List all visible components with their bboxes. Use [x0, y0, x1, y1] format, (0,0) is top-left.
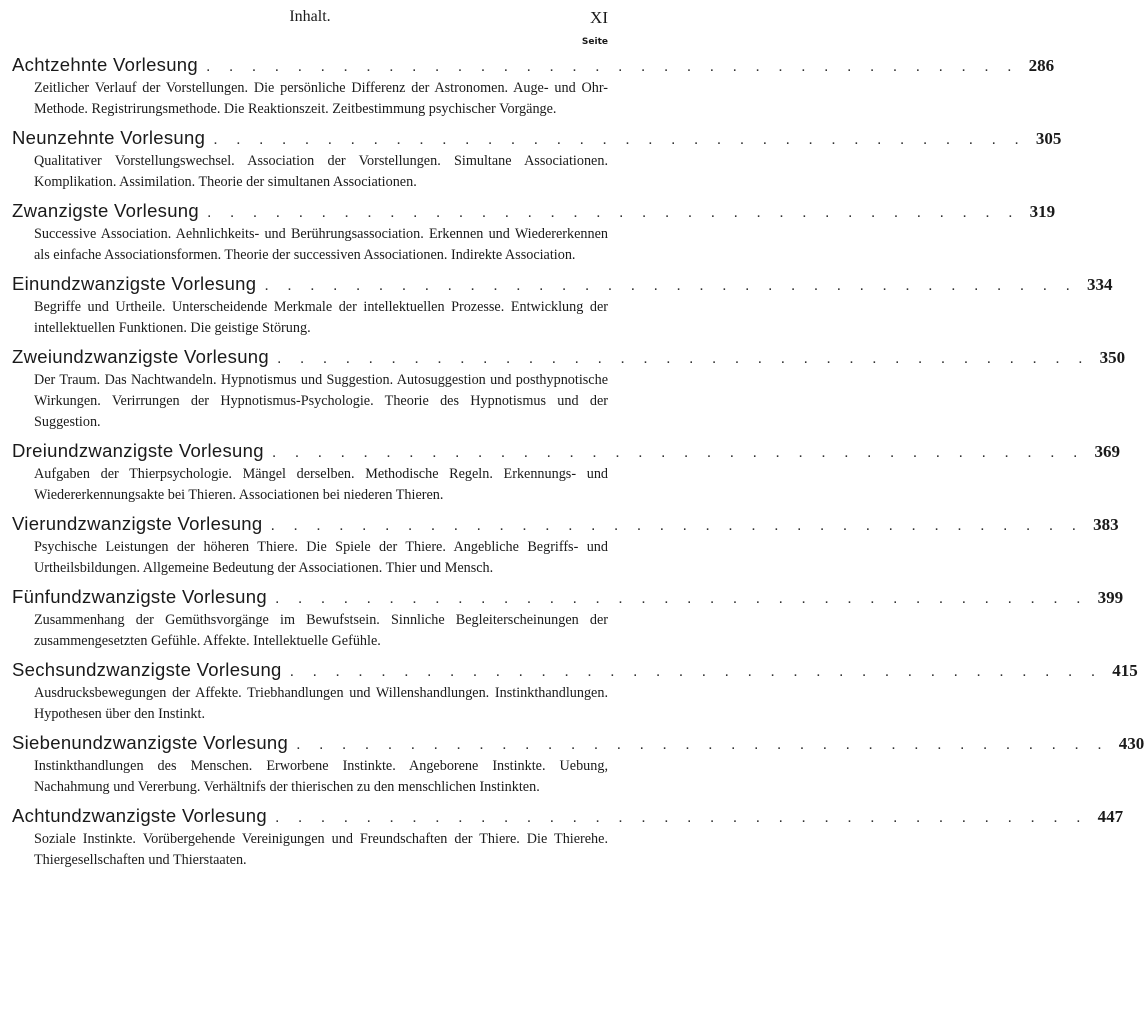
lecture-summary: Ausdrucksbewegungen der Affekte. Triebhandlungen und Willenshandlungen. Instinkthandlungen. Hypothesen über den Instinkt.	[34, 685, 608, 722]
toc-entry-heading	[12, 730, 1144, 756]
lecture-title: Fünfundzwanzigste Vorlesung	[12, 586, 267, 607]
lecture-page-number: 350	[1099, 348, 1126, 367]
lecture-summary: Aufgaben der Thierpsychologie. Mängel derselben. Methodische Regeln. Erkennungs- und Wiedererkennungsakte bei Thieren. Associationen bei niederen Thieren.	[34, 466, 608, 503]
toc-entry	[12, 52, 1055, 120]
lecture-title: Einundzwanzigste Vorlesung	[12, 273, 257, 294]
dot-leader: . . . . . . . . . . . . . . . . . . . . . . . . . . . . . . . . . . . .	[289, 663, 1103, 680]
toc-entry	[12, 584, 1124, 652]
lecture-page-number: 305	[1035, 129, 1062, 148]
toc-entry	[12, 511, 1119, 579]
lecture-title: Neunzehnte Vorlesung	[12, 127, 206, 148]
lecture-page-number: 334	[1086, 275, 1113, 294]
toc-entry	[12, 803, 1124, 871]
toc-entry-heading	[12, 657, 1138, 683]
dot-leader: . . . . . . . . . . . . . . . . . . . . . . . . . . . . . . . . . . . .	[207, 204, 1020, 221]
lecture-summary: Successive Association. Aehnlichkeits- und Berührungsassociation. Erkennen und Wiedererkennen als einfache Associationsformen. Theorie der successiven Associationen. Indirekte Association.	[34, 226, 608, 263]
dot-leader: . . . . . . . . . . . . . . . . . . . . . . . . . . . . . . . . . . . .	[264, 277, 1077, 294]
lecture-title: Siebenundzwanzigste Vorlesung	[12, 732, 289, 753]
page-number: XI	[590, 8, 608, 27]
lecture-page-number: 319	[1029, 202, 1056, 221]
toc-entry	[12, 271, 1113, 339]
lecture-title: Achtzehnte Vorlesung	[12, 54, 198, 75]
lecture-summary: Der Traum. Das Nachtwandeln. Hypnotismus und Suggestion. Autosuggestion und posthypnotische Wirkungen. Verirrungen der Hypnotismus-Psychologie. Theorie des Hypnotismus und der Suggestion.	[34, 372, 608, 430]
lecture-title: Achtundzwanzigste Vorlesung	[12, 805, 267, 826]
lecture-page-number: 430	[1118, 734, 1144, 753]
lecture-title: Sechsundzwanzigste Vorlesung	[12, 659, 282, 680]
toc-entry	[12, 730, 1144, 798]
toc-entry-heading	[12, 511, 1119, 537]
toc-entry-heading	[12, 271, 1113, 297]
dot-leader: . . . . . . . . . . . . . . . . . . . . . . . . . . . . . . . . . . . .	[274, 590, 1088, 607]
dot-leader: . . . . . . . . . . . . . . . . . . . . . . . . . . . . . . . . . . . .	[270, 517, 1084, 534]
lecture-title: Zwanzigste Vorlesung	[12, 200, 199, 221]
lecture-summary: Soziale Instinkte. Vorübergehende Vereinigungen und Freundschaften der Thiere. Die Thierehe. Thiergesellschaften und Thierstaaten.	[34, 831, 608, 868]
page-column-label: Seite	[581, 37, 608, 47]
running-head	[0, 8, 620, 30]
toc-entry-heading	[12, 584, 1124, 610]
dot-leader: . . . . . . . . . . . . . . . . . . . . . . . . . . . . . . . . . . . .	[276, 350, 1090, 367]
toc-entry	[12, 198, 1056, 266]
dot-leader: . . . . . . . . . . . . . . . . . . . . . . . . . . . . . . . . . . . .	[206, 58, 1019, 75]
lecture-page-number: 286	[1028, 56, 1055, 75]
toc-entry-heading	[12, 125, 1062, 151]
toc-entry	[12, 125, 1062, 193]
toc-entry-heading	[12, 803, 1124, 829]
lecture-page-number: 369	[1094, 442, 1120, 461]
toc-entry-heading	[12, 344, 1126, 370]
lecture-title: Zweiundzwanzigste Vorlesung	[12, 346, 269, 367]
dot-leader: . . . . . . . . . . . . . . . . . . . . . . . . . . . . . . . . . . . .	[271, 444, 1085, 461]
dot-leader: . . . . . . . . . . . . . . . . . . . . . . . . . . . . . . . . . . . .	[213, 131, 1026, 148]
lecture-page-number: 447	[1097, 807, 1124, 826]
lecture-title: Dreiundzwanzigste Vorlesung	[12, 440, 264, 461]
toc-entry	[12, 438, 1120, 506]
toc-entry-heading	[12, 438, 1120, 464]
lecture-title: Vierundzwanzigste Vorlesung	[12, 513, 263, 534]
toc-entry-heading	[12, 198, 1056, 224]
toc-entry	[12, 657, 1138, 725]
lecture-summary: Zeitlicher Verlauf der Vorstellungen. Die persönliche Differenz der Astronomen. Auge- und Ohr-Methode. Registrirungsmethode. Die Reaktionszeit. Zeitbestimmung psychischer Vorgänge.	[34, 80, 608, 117]
lecture-summary: Qualitativer Vorstellungswechsel. Association der Vorstellungen. Simultane Associationen. Komplikation. Assimilation. Theorie der simultanen Associationen.	[34, 153, 608, 190]
lecture-summary: Zusammenhang der Gemüthsvorgänge im Bewufstsein. Sinnliche Begleiterscheinungen der zusammengesetzten Gefühle. Affekte. Intellektuelle Gefühle.	[34, 612, 608, 649]
lecture-page-number: 399	[1097, 588, 1124, 607]
running-title: Inhalt.	[289, 8, 331, 25]
lecture-summary: Psychische Leistungen der höheren Thiere. Die Spiele der Thiere. Angebliche Begriffs- und Urtheilsbildungen. Allgemeine Bedeutung der Associationen. Thier und Mensch.	[34, 539, 608, 576]
dot-leader: . . . . . . . . . . . . . . . . . . . . . . . . . . . . . . . . . . . .	[274, 809, 1088, 826]
lecture-page-number: 415	[1112, 661, 1138, 680]
lecture-summary: Instinkthandlungen des Menschen. Erworbene Instinkte. Angeborene Instinkte. Uebung, Nachahmung und Vererbung. Verhältnifs der thierischen zu den menschlichen Instinkten.	[34, 758, 608, 795]
table-of-contents	[12, 52, 1144, 876]
lecture-page-number: 383	[1093, 515, 1119, 534]
lecture-summary: Begriffe und Urtheile. Unterscheidende Merkmale der intellektuellen Prozesse. Entwicklung der intellektuellen Funktionen. Die geistige Störung.	[34, 299, 608, 336]
toc-entry-heading	[12, 52, 1055, 78]
toc-entry	[12, 344, 1126, 433]
dot-leader: . . . . . . . . . . . . . . . . . . . . . . . . . . . . . . . . . . . .	[296, 736, 1109, 753]
